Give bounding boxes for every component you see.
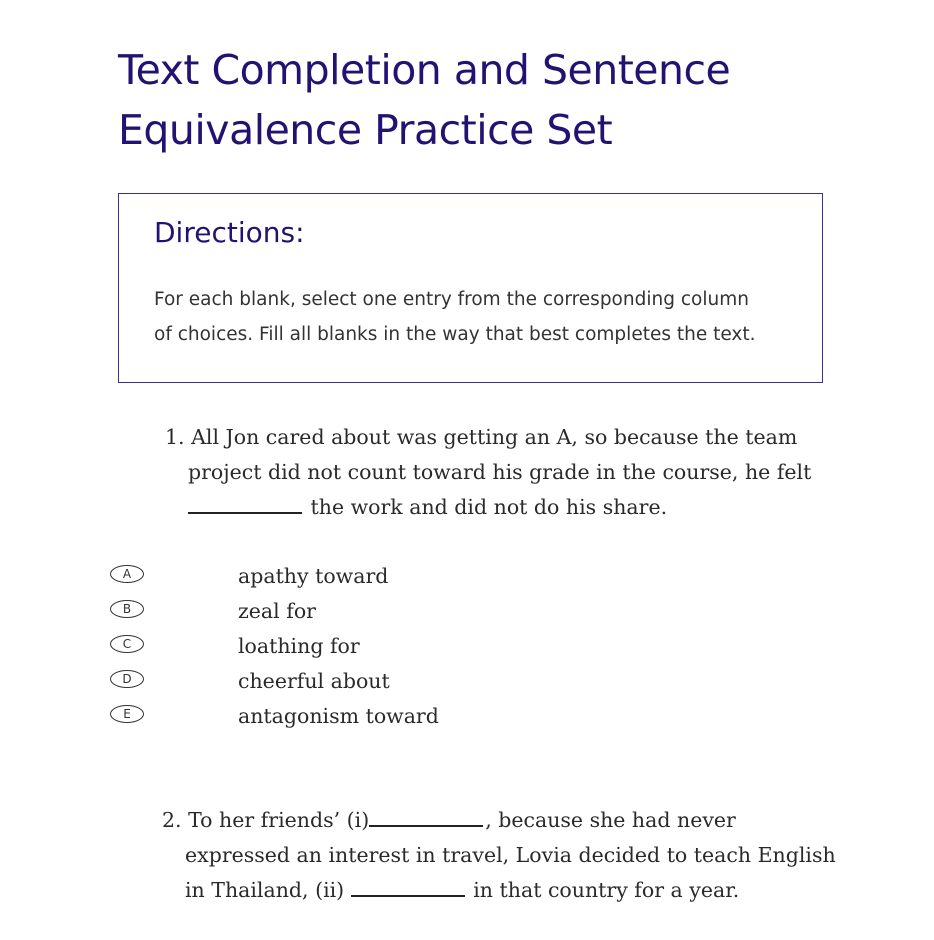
question-2-number: 2. <box>162 808 182 832</box>
choice-d-text: cheerful about <box>238 669 390 693</box>
choice-c[interactable] <box>110 629 610 664</box>
choice-a-text: apathy toward <box>238 564 389 588</box>
question-2 <box>162 803 842 908</box>
question-1 <box>165 420 825 525</box>
choice-a[interactable] <box>110 559 610 594</box>
question-1-number: 1. <box>165 425 185 449</box>
choice-d[interactable] <box>110 664 610 699</box>
choice-d-bubble[interactable]: D <box>110 670 144 688</box>
answer-blank-ii <box>351 894 465 897</box>
choice-c-text: loathing for <box>238 634 360 658</box>
choice-b-bubble[interactable]: B <box>110 600 144 618</box>
choice-c-bubble[interactable]: C <box>110 635 144 653</box>
question-2-text-3b: in that country for a year. <box>473 878 740 902</box>
question-1-line-1 <box>165 420 825 455</box>
directions-line-1: For each blank, select one entry from the corresponding column <box>154 289 749 310</box>
choice-a-bubble[interactable]: A <box>110 565 144 583</box>
question-2-line-1 <box>162 803 842 838</box>
answer-blank <box>188 511 302 514</box>
choice-e-bubble[interactable]: E <box>110 705 144 723</box>
choice-b[interactable] <box>110 594 610 629</box>
title-line-2: Equivalence Practice Set <box>118 106 613 154</box>
question-2-text-3a: in Thailand, (ii) <box>185 878 345 902</box>
question-1-line-2: project did not count toward his grade in the course, he felt <box>188 460 812 484</box>
choice-e-text: antagonism toward <box>238 704 439 728</box>
page-title <box>118 40 838 160</box>
question-2-text-1b: , because she had never <box>485 808 736 832</box>
title-line-1: Text Completion and Sentence <box>118 46 731 94</box>
directions-line-2: of choices. Fill all blanks in the way that best completes the text. <box>154 324 756 345</box>
choice-e[interactable] <box>110 699 610 734</box>
question-2-line-3 <box>162 873 842 908</box>
directions-text <box>154 282 794 352</box>
directions-box <box>118 193 823 383</box>
question-1-line-3 <box>165 490 825 525</box>
question-1-text-1: All Jon cared about was getting an A, so because the team <box>191 425 798 449</box>
question-1-text-3: the work and did not do his share. <box>310 495 668 519</box>
answer-choices <box>110 559 610 734</box>
choice-b-text: zeal for <box>238 599 316 623</box>
question-2-text-1a: To her friends’ (i) <box>188 808 370 832</box>
directions-heading: Directions: <box>154 216 305 249</box>
answer-blank-i <box>369 824 483 827</box>
question-2-line-2: expressed an interest in travel, Lovia decided to teach English <box>185 843 836 867</box>
